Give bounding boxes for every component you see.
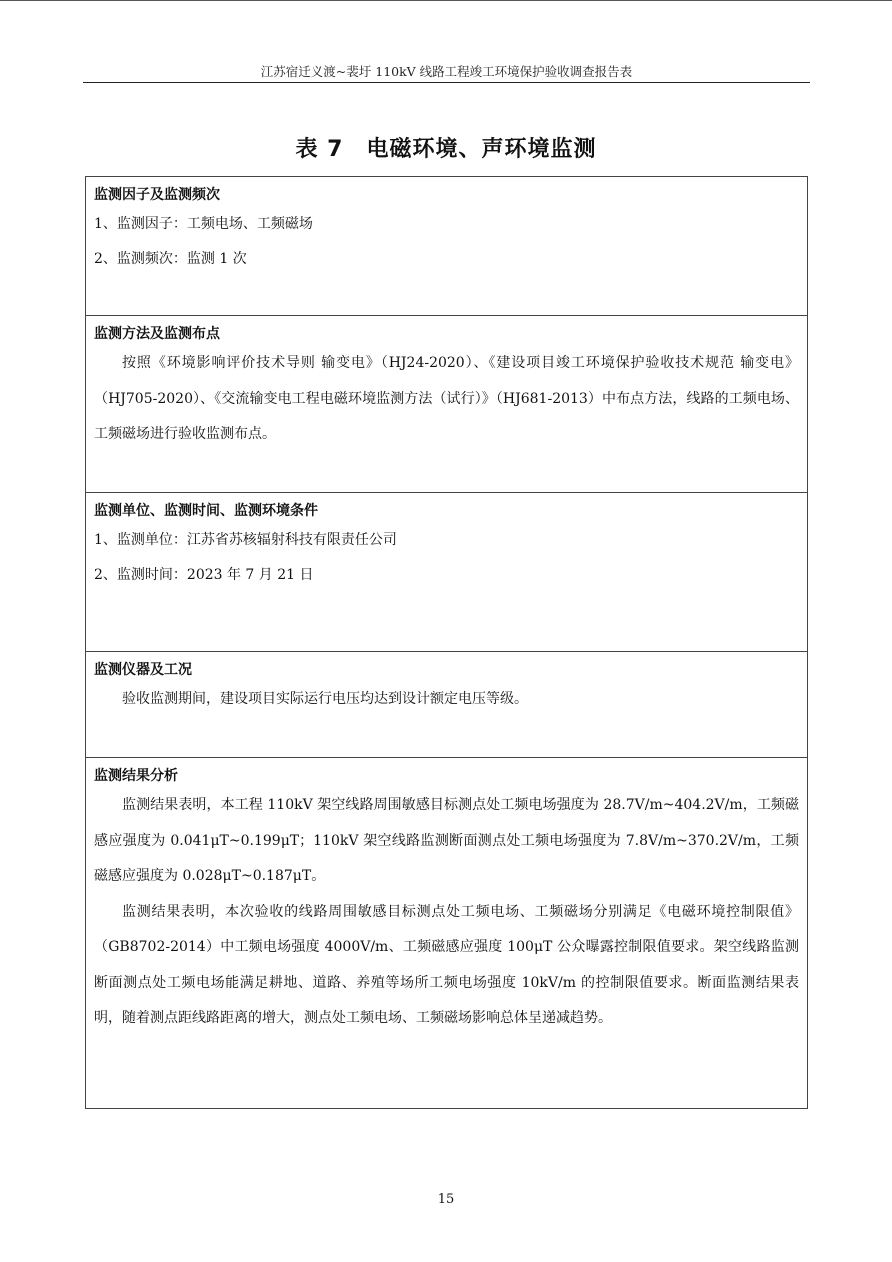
section-method-layout [86, 316, 807, 493]
section-factors-frequency [86, 177, 807, 316]
monitoring-table [85, 176, 808, 1109]
section-unit-time-conditions [86, 493, 807, 652]
page-top-border [0, 0, 892, 1]
section-paragraph: 验收监测期间，建设项目实际运行电压均达到设计额定电压等级。 [122, 691, 528, 707]
section-title: 监测仪器及工况 [94, 662, 192, 678]
section-line: 2、监测频次：监测 1 次 [94, 251, 247, 267]
section-line: 2、监测时间：2023 年 7 月 21 日 [94, 567, 314, 583]
section-title: 监测因子及监测频次 [94, 187, 220, 203]
section-paragraph: 按照《环境影响评价技术导则 输变电》（HJ24-2020）、《建设项目竣工环境保护验收技术规范 输变电》（HJ705-2020）、《交流输变电工程电磁环境监测方法（试行）》（HJ681-2013）中布点方法，线路的工频电场、工频磁场进行验收监测布点。 [94, 355, 799, 442]
section-title: 监测方法及监测布点 [94, 326, 220, 342]
section-results-analysis [86, 758, 807, 1108]
section-title: 监测单位、监测时间、监测环境条件 [94, 503, 318, 519]
section-line: 1、监测因子：工频电场、工频磁场 [94, 216, 313, 232]
running-header: 江苏宿迁义渡~裴圩 110kV 线路工程竣工环境保护验收调查报告表 [260, 64, 633, 79]
section-line: 1、监测单位：江苏省苏核辐射科技有限责任公司 [94, 532, 397, 548]
section-title: 监测结果分析 [94, 768, 178, 784]
page-number: 15 [437, 1192, 455, 1207]
section-paragraph: 监测结果表明，本工程 110kV 架空线路周围敏感目标测点处工频电场强度为 28.7V/m~404.2V/m，工频磁感应强度为 0.041μT~0.199μT；110kV 架空线路监测断面测点处工频电场强度为 7.8V/m~370.2V/m，工频磁感应强度为 0.028μT~0.187μT。 [94, 797, 799, 884]
section-paragraph: 监测结果表明，本次验收的线路周围敏感目标测点处工频电场、工频磁场分别满足《电磁环境控制限值》（GB8702-2014）中工频电场强度 4000V/m、工频磁感应强度 100μT 公众曝露控制限值要求。架空线路监测断面测点处工频电场能满足耕地、道路、养殖等场所工频电场强度 10kV/m 的控制限值要求。断面监测结果表明，随着测点距线路距离的增大，测点处工频电场、工频磁场影响总体呈递减趋势。 [94, 903, 799, 1026]
page-title: 表 7 电磁环境、声环境监测 [295, 137, 597, 162]
header-rule [83, 82, 810, 83]
section-instruments-conditions [86, 652, 807, 758]
